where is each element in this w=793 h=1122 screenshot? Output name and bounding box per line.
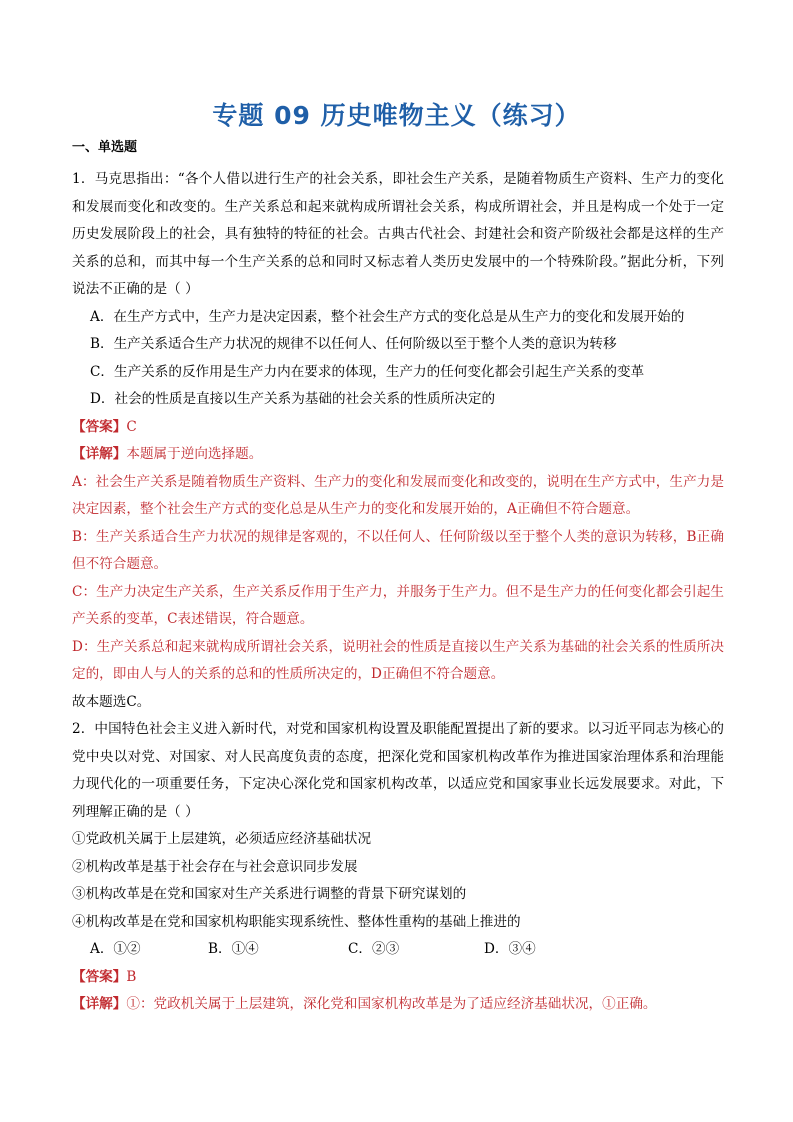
question-1-conclusion: 故本题选C。: [72, 693, 151, 710]
question-2-answer: [72, 964, 724, 992]
question-2-stem: 2．中国特色社会主义进入新时代，对党和国家机构设置及职能配置提出了新的要求。以习近平同志为核心的党中央以对党、对国家、对人民高度负责的态度，把深化党和国家机构改革作为推进国家治理体系和治理能力现代化的一项重要任务，下定决心深化党和国家机构改革，以适应党和国家事业长远发展要求。对此，下列理解正确的是（ ）: [72, 721, 724, 820]
choice-b: B．①④: [208, 941, 259, 957]
page-title: 专题 09 历史唯物主义（练习）: [212, 101, 581, 130]
detail-intro: 本题属于逆向选择题。: [126, 446, 263, 462]
question-1-stem: 1．马克思指出：“各个人借以进行生产的社会关系，即社会生产关系，是随着物质生产资料、生产力的变化和发展而变化和改变的。生产关系总和起来就构成所谓社会关系，构成所谓社会，并且是构成一个处于一定历史发展阶段上的社会，具有独特的特征的社会。古典古代社会、封建社会和资产阶级社会都是这样的生产关系的总和，而其中每一个生产关系的总和同时又标志着人类历史发展中的一个特殊阶段。”据此分析，下列说法不正确的是（ ）: [72, 171, 724, 297]
choice-a: A．①②: [90, 941, 141, 957]
explanation-a: A：社会生产关系是随着物质生产资料、生产力的变化和发展而变化和改变的，说明在生产方式中，生产力是决定因素，整个社会生产方式的变化总是从生产力的变化和发展开始的，A正确但不符合题意。: [72, 473, 724, 517]
answer-value: B: [126, 968, 137, 985]
statement-3: ③机构改革是在党和国家对生产关系进行调整的背景下研究谋划的: [72, 886, 467, 902]
answer-tag: 【答案】: [72, 968, 127, 985]
question-1-option-d: D．社会的性质是直接以生产关系为基础的社会关系的性质所决定的: [90, 391, 496, 407]
question-1-option-a: A．在生产方式中，生产力是决定因素，整个社会生产方式的变化总是从生产力的变化和发展开始的: [90, 308, 685, 325]
statement-4: ④机构改革是在党和国家机构职能实现系统性、整体性重构的基础上推进的: [72, 913, 521, 930]
explanation-d: D：生产关系总和起来就构成所谓社会关系，说明社会的性质是直接以生产关系为基础的社会关系的性质所决定的，即由人与人的关系的总和的性质所决定的，D正确但不符合题意。: [72, 638, 724, 682]
answer-tag: 【答案】: [72, 418, 127, 435]
detail-first: ①：党政机关属于上层建筑，深化党和国家机构改革是为了适应经济基础状况，①正确。: [126, 996, 657, 1012]
answer-value: C: [126, 418, 137, 435]
document-body: [72, 166, 724, 1019]
statement-1: ①党政机关属于上层建筑，必须适应经济基础状况: [72, 831, 372, 847]
question-1-answer: [72, 414, 724, 442]
question-1-option-b: B．生产关系适合生产力状况的规律不以任何人、任何阶级以至于整个人类的意识为转移: [90, 336, 617, 352]
section-heading: 一、单选题: [72, 140, 138, 155]
question-2-detail: [72, 991, 724, 1019]
detail-tag: 【详解】: [72, 446, 127, 462]
question-1-detail: [72, 441, 724, 469]
choice-c: C．②③: [348, 941, 400, 957]
choice-d: D．③④: [484, 941, 536, 957]
explanation-b: B：生产关系适合生产力状况的规律是客观的，不以任何人、任何阶级以至于整个人类的意识为转移，B正确但不符合题意。: [72, 528, 724, 572]
question-1-option-c: C．生产关系的反作用是生产力内在要求的体现，生产力的任何变化都会引起生产关系的变革: [90, 363, 645, 380]
question-2-choices: [72, 936, 724, 964]
statement-2: ②机构改革是基于社会存在与社会意识同步发展: [72, 858, 358, 875]
detail-tag: 【详解】: [72, 996, 127, 1012]
explanation-c: C：生产力决定生产关系，生产关系反作用于生产力，并服务于生产力。但不是生产力的任何变化都会引起生产关系的变革，C表述错误，符合题意。: [72, 583, 724, 627]
